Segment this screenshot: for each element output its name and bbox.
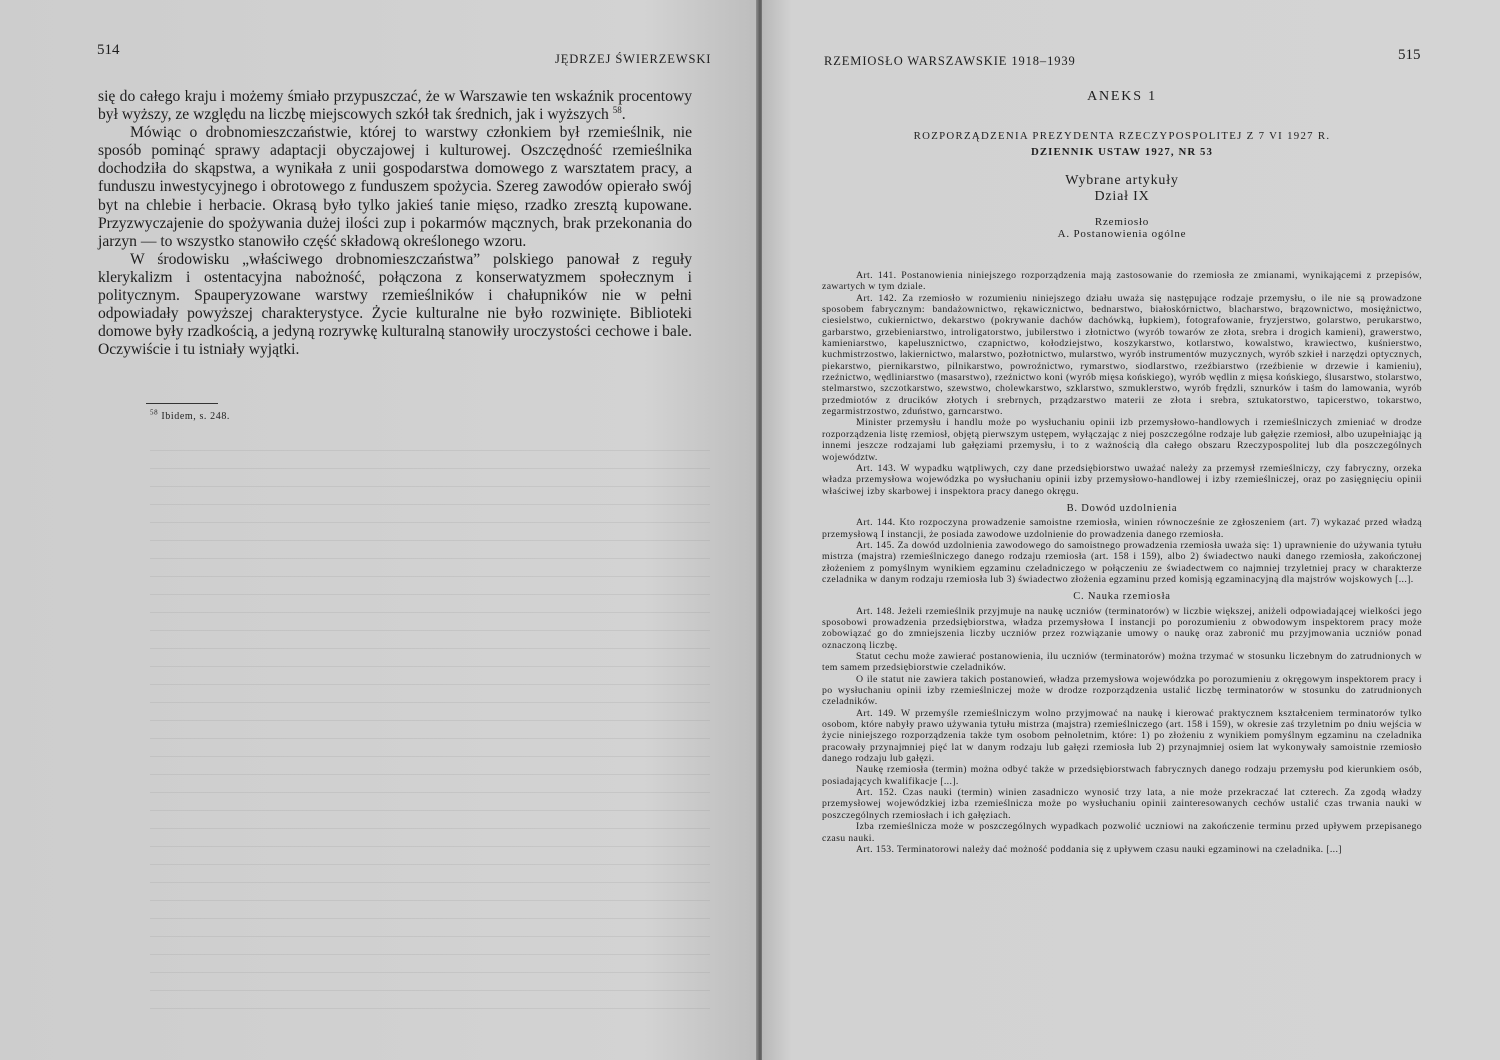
article-149: Art. 149. W przemyśle rzemieślniczym wolno przyjmować na naukę i kierować praktycznem kształceniem terminatorów tylko osobom, które nabyły prawo używania tytułu mistrza (majstra) rzemieślniczego (art. 158 i 159), w okresie zaś trzyletnim po dniu wejścia w życie niniejszego rozporządzenia także tym osobom pełnoletnim, które: 1) po złożeniu z wynikiem pomyślnym egzaminu na czeladnika pracowały przynajmniej pięć lat w danym rodzaju lub gałęzi rzemiosła lub 2) przynajmniej osiem lat wykonywały samoistnie rzemiosło danego rodzaju lub gałęzi. xyxy=(822,707,1422,765)
article-148-paragraph: O ile statut nie zawiera takich postanowień, władza przemysłowa wojewódzka po porozumieniu z okręgowym inspektorem pracy i po wysłuchaniu opinii izby rzemieślniczej może w drodze rozporządzenia ustalić liczbę terminatorów w stosunku do zatrudnionych czeladników. xyxy=(822,673,1422,708)
annex-title: ANEKS 1 xyxy=(1087,89,1157,104)
section-heading-c: C. Nauka rzemiosła xyxy=(1073,591,1171,603)
running-header: JĘDRZEJ ŚWIERZEWSKI xyxy=(555,52,712,66)
footnote-marker: 58 xyxy=(612,104,622,115)
article-148: Art. 148. Jeżeli rzemieślnik przyjmuje na naukę uczniów (terminatorów) w liczbie większej, aniżeli odpowiadającej wielkości jego sposobowi prowadzenia przedsiębiorstwa, władza przemysłowa I instancji po porozumieniu z obwodowym inspektorem pracy może zobowiązać go do zmniejszenia liczby uczniów przez rozwiązanie umowy o naukę oraz zabronić mu przyjmowania uczniów ponad oznaczoną liczbę. xyxy=(822,605,1422,651)
article-145: Art. 145. Za dowód uzdolnienia zawodowego do samoistnego prowadzenia rzemiosła uważa się: 1) uprawnienie do używania tytułu mistrza (majstra) rzemieślniczego danego rodzaju rzemiosła (art. 158 i 159), albo 2) świadectwo nauki danego rzemiosła, zakończonej złożeniem z pomyślnym wynikiem egzaminu czeladniczego w połączeniu ze świadectwem co najmniej trzyletniej pracy w charakterze czeladnika w danym rodzaju rzemiosła lub 3) świadectwo złożenia egzaminu przed komisją egzaminacyjną dla majstrów wojskowych [...]. xyxy=(822,539,1422,585)
footnote-text: Ibidem, s. 248. xyxy=(161,411,231,422)
division-heading: Dział IX xyxy=(1094,189,1150,204)
chapter-heading: Rzemiosło xyxy=(1094,216,1150,228)
footnote-rule xyxy=(146,403,218,404)
article-142-paragraph: Minister przemysłu i handlu może po wysłuchaniu opinii izb przemysłowo-handlowych i rzemieślniczych zmieniać w drodze rozporządzenia listę rzemiosł, objętą pierwszym ustępem, wyłączając z niej poszczególne rodzaje lub gałęzie rzemiosł, albo uzupełniając ją innemi jeszcze rodzajami lub gałęziami przemysłu, i to z ważnością dla całego obszaru Rzeczypospolitej lub dla poszczególnych województw. xyxy=(822,417,1422,463)
footnote xyxy=(150,408,231,422)
article-153: Art. 153. Terminatorowi należy dać możność poddania się z upływem czasu nauki egzaminowi na czeladnika. [...] xyxy=(856,843,1342,855)
article-148-paragraph: Statut cechu może zawierać postanowienia, ilu uczniów (terminatorów) można trzymać w stosunku liczebnym do zatrudnionych w tem samem przedsiębiorstwie czeladników. xyxy=(822,651,1422,674)
article-141: Art. 141. Postanowienia niniejszego rozporządzenia mają zastosowanie do rzemiosła ze zmianami, wynikającemi z przepisów, zawartych w tym dziale. xyxy=(822,270,1422,293)
article-143: Art. 143. W wypadku wątpliwych, czy dane przedsiębiorstwo uważać należy za przemysł rzemieślniczy, czy fabryczny, orzeka władza przemysłowa wojewódzka po wysłuchaniu opinii izby przemysłowo-handlowej i izby rzemieślniczej, oraz po zasięgnięciu opinii właściwej izby skarbowej i inspektora pracy danego okręgu. xyxy=(822,462,1422,497)
section-heading-a: A. Postanowienia ogólne xyxy=(1057,228,1187,240)
article-142: Art. 142. Za rzemiosło w rozumieniu niniejszego działu uważa się następujące rodzaje przemysłu, o ile nie są prowadzone sposobem fabrycznym: bandażownictwo, rękawicznictwo, bednarstwo, białoskórnictwo, blacharstwo, brązownictwo, mosiężnictwo, ciesielstwo, cukiernictwo, dekarstwo (pokrywanie dachów dachówką, łupkiem), fotografowanie, fryzjerstwo, golarstwo, perukarstwo, garbarstwo, grzebieniarstwo, introligatorstwo, jubilerstwo i złotnictwo (wyrób towarów ze złota, srebra i drogich kamieni), grawerstwo, kamieniarstwo, kapelusznictwo, czapnictwo, kołodziejstwo, koszykarstwo, kotlarstwo, kowalstwo, krawiectwo, kuśnierstwo, kuchmistrzostwo, lakiernictwo, malarstwo, pozłotnictwo, mularstwo, wyrób instrumentów muzycznych, wyrób szkieł i narzędzi optycznych, piekarstwo, piernikarstwo, pilnikarstwo, powroźnictwo, rymarstwo, siodlarstwo, rzeźbiarstwo (rzeźbienie w drzewie i kamieniu), rzeźnictwo, wędliniarstwo (masarstwo), rzeźnictwo koni (wyrób mięsa końskiego), wyrób wędlin z mięsa końskiego, ślusarstwo, stolarstwo, stelmarstwo, szczotkarstwo, szewstwo, cholewkarstwo, szklarstwo, szmuklerstwo, wyrób frędzli, sznurków i taśm do lamowania, wyrób przedmiotów z drucików złotych i srebrnych, prządzarstwo materii ze złota i srebra, sztukatorstwo, tapicerstwo, tokarstwo, zegarmistrzostwo, zduństwo, garncarstwo. xyxy=(822,292,1422,418)
body-text xyxy=(98,88,692,359)
running-header: RZEMIOSŁO WARSZAWSKIE 1918–1939 xyxy=(824,54,1076,68)
decree-title: ROZPORZĄDZENIA PREZYDENTA RZECZYPOSPOLITEJ Z 7 VI 1927 R. xyxy=(913,130,1331,142)
show-through-text xyxy=(150,450,710,1010)
article-144: Art. 144. Kto rozpoczyna prowadzenie samoistne rzemiosła, winien równocześnie ze zgłoszeniem (art. 7) wykazać przed władzą przemysłową I instancji, że posiada zawodowe uzdolnienie do prowadzenia danego rzemiosła. xyxy=(822,517,1422,540)
page-number: 514 xyxy=(97,42,120,58)
article-149-paragraph: Naukę rzemiosła (termin) można odbyć także w przedsiębiorstwach fabrycznych danego rodzaju przemysłu pod kierunkiem osób, posiadających kwalifikacje [...]. xyxy=(822,764,1422,787)
articles-text xyxy=(822,270,1422,855)
paragraph: W środowisku „właściwego drobnomieszczaństwa” polskiego panował z reguły klerykalizm i ostentacyjna nabożność, połączona z konserwatyzmem społecznym i politycznym. Spauperyzowane warstwy rzemieślników i chałupników nie w pełni odpowiadały powyższej charakterystyce. Życie kulturalne nie było rozwinięte. Biblioteki domowe były rzadkością, a jedyną rozrywkę kulturalną stanowiły uroczystości cechowe i bale. Oczywiście i tu istniały wyjątki. xyxy=(98,250,692,359)
paragraph: się do całego kraju i możemy śmiało przypuszczać, że w Warszawie ten wskaźnik procentowy był wyższy, ze względu na liczbę miejscowych szkół tak średnich, jak i wyższych $^{58}$. xyxy=(98,88,692,124)
journal-title: DZIENNIK USTAW 1927, NR 53 xyxy=(1030,146,1214,158)
selected-articles-heading: Wybrane artykuły xyxy=(1065,173,1179,188)
section-heading-b: B. Dowód uzdolnienia xyxy=(1066,502,1178,514)
paragraph: Mówiąc o drobnomieszczaństwie, której to warstwy członkiem był rzemieślnik, nie sposób pominąć sprawy adaptacji obyczajowej i kulturowej. Oszczędność rzemieślnika dochodziła do skąpstwa, a wynikała z unii gospodarstwa domowego z warsztatem pracy, a funduszu inwestycyjnego i obrotowego z funduszem spożycia. Szereg zawodów opierało swój byt na chlebie i herbacie. Okrasą było tylko jakieś tanie mięso, rzadko zresztą kupowane. Przyzwyczajenie do spożywania dużej ilości zup i pokarmów mącznych, brak przekonania do jarzyn — to wszystko stanowiło część składową określonego wzoru. xyxy=(98,124,692,250)
page-number: 515 xyxy=(1398,47,1421,63)
article-152: Art. 152. Czas nauki (termin) winien zasadniczo wynosić trzy lata, a nie może przekraczać lat czterech. Za zgodą władzy przemysłowej wojewódzkiej izba rzemieślnicza może po wysłuchaniu opinii zainteresowanych cechów ustalić czas trwania nauki w poszczególnych rzemiosłach i ich gałęziach. xyxy=(822,787,1422,821)
footnote-number: 58 xyxy=(150,408,159,417)
article-152-paragraph: Izba rzemieślnicza może w poszczególnych wypadkach pozwolić uczniowi na zakończenie terminu przed upływem przepisanego czasu nauki. xyxy=(822,821,1422,844)
